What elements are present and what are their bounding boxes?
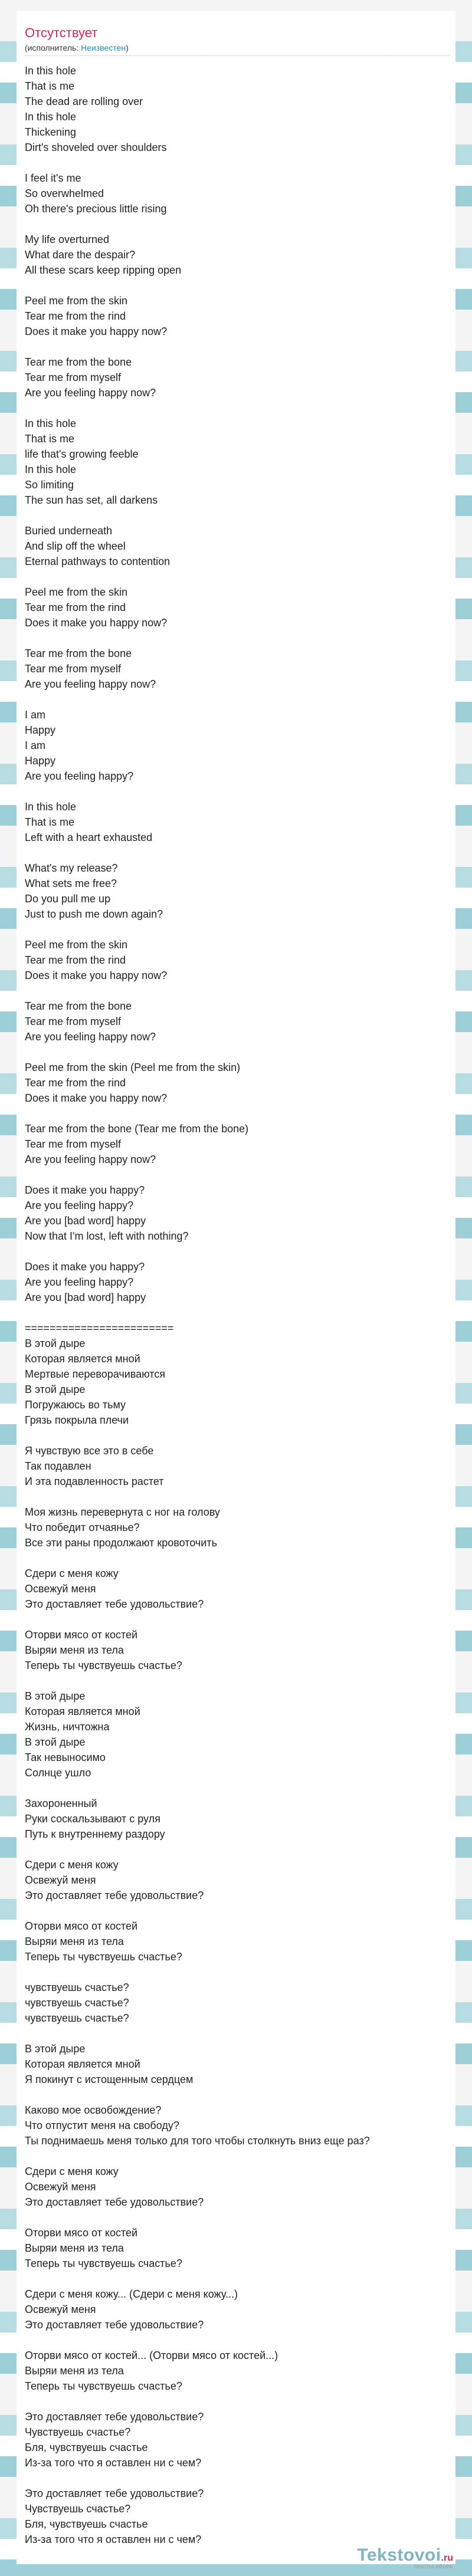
lyric-line: Does it make you happy now? [25, 617, 168, 629]
artist-link[interactable]: Неизвестен [81, 43, 126, 52]
lyric-line [25, 1167, 450, 1182]
lyric-line: Tear me from the rind [25, 954, 126, 966]
lyric-line: Путь к внутреннему раздору [25, 1828, 165, 1840]
lyric-line: Которая является мной [25, 2058, 140, 2070]
lyric-line: чувствуешь счастье? [25, 1997, 129, 2009]
lyric-line: Оторви мясо от костей [25, 1629, 138, 1641]
lyric-line: Чувствуешь счастье? [25, 2503, 131, 2515]
lyric-line [25, 400, 450, 416]
song-title: Отсутствует [25, 25, 98, 40]
lyric-line: Я покинут с истощенным сердцем [25, 2074, 194, 2085]
lyric-line: I feel it's me [25, 172, 81, 184]
lyric-line: Does it make you happy? [25, 1184, 145, 1196]
lyric-line: What dare the despair? [25, 249, 136, 261]
lyric-line [25, 2210, 450, 2225]
lyric-line: life that's growing feeble [25, 448, 139, 460]
lyric-line: В этой дыре [25, 1384, 86, 1395]
lyric-line [25, 1106, 450, 1121]
lyric-line: Чувствуешь счастье? [25, 2426, 131, 2438]
lyric-line: Теперь ты чувствуешь счастье? [25, 2258, 182, 2269]
lyric-line: Я чувствую все это в себе [25, 1445, 154, 1457]
lyric-line: What sets me free? [25, 878, 117, 889]
lyric-line: Left with a heart exhausted [25, 832, 153, 843]
lyric-line: Buried underneath [25, 525, 113, 537]
lyric-line: В этой дыре [25, 1690, 86, 1702]
lyric-line: Are you feeling happy now? [25, 1154, 156, 1165]
lyrics-text [25, 63, 450, 2547]
lyric-line: Это доставляет тебе удовольствие? [25, 1598, 204, 1610]
lyric-line: Does it make you happy now? [25, 1092, 168, 1104]
lyric-line: Are you feeling happy? [25, 770, 134, 782]
lyric-line: Happy [25, 724, 56, 736]
lyric-line [25, 1044, 450, 1060]
lyric-line: Does it make you happy now? [25, 970, 168, 981]
lyric-line: My life overturned [25, 234, 110, 245]
lyric-line: Tear me from the rind [25, 310, 126, 322]
lyric-line [25, 339, 450, 354]
lyric-line: Руки соскальзывают с руля [25, 1813, 160, 1825]
lyric-line: Happy [25, 755, 56, 767]
logo-subtitle: тексты песен [413, 2563, 453, 2570]
lyric-line: чувствуешь счастье? [25, 1982, 129, 1993]
lyric-line [25, 2026, 450, 2041]
lyric-line: Peel me from the skin [25, 939, 128, 951]
lyric-line [25, 1673, 450, 1688]
lyric-line: Выряи меня из тела [25, 1936, 124, 1947]
lyric-line: Are you feeling happy? [25, 1276, 134, 1288]
lyric-line [25, 1964, 450, 1980]
lyric-line [25, 630, 450, 646]
lyric-line: Сдери с меня кожу [25, 1859, 119, 1871]
lyric-line [25, 1842, 450, 1857]
lyric-line: In this hole [25, 418, 77, 429]
artist-prefix: (исполнитель: [25, 43, 81, 52]
lyric-line [25, 508, 450, 523]
lyric-line [25, 784, 450, 799]
lyric-line: So limiting [25, 479, 74, 491]
lyric-line: Это доставляет тебе удовольствие? [25, 2411, 204, 2423]
lyric-line: Это доставляет тебе удовольствие? [25, 1890, 204, 1901]
artist-line [25, 42, 450, 56]
site-logo[interactable] [357, 2545, 453, 2570]
lyric-line: Это доставляет тебе удовольствие? [25, 2196, 204, 2208]
lyric-line: All these scars keep ripping open [25, 264, 182, 276]
lyric-line: Tear me from myself [25, 1016, 122, 1027]
lyric-line: Освежуй меня [25, 1874, 96, 1886]
lyric-line: The dead are rolling over [25, 96, 143, 107]
logo-suffix: .ru [441, 2553, 453, 2563]
lyric-line: Оторви мясо от костей [25, 2227, 138, 2239]
lyric-line [25, 1550, 450, 1566]
lyric-line: Выряи меня из тела [25, 1644, 124, 1656]
lyric-line: В этой дыре [25, 1736, 86, 1748]
lyric-line: Does it make you happy? [25, 1261, 145, 1273]
lyric-line [25, 845, 450, 860]
lyric-line: Бля, чувствуешь счастье [25, 2518, 148, 2530]
lyric-line [25, 1780, 450, 1796]
lyric-line: Которая является мной [25, 1706, 140, 1717]
lyric-line: That is me [25, 80, 75, 92]
lyric-line: I am [25, 709, 46, 721]
lyric-line: Dirt's shoveled over shoulders [25, 142, 167, 153]
lyric-line: Так подавлен [25, 1460, 91, 1472]
lyric-line [25, 569, 450, 584]
lyric-line: Это доставляет тебе удовольствие? [25, 2488, 204, 2499]
lyric-line: I am [25, 740, 46, 751]
lyrics-page [17, 11, 455, 2564]
lyric-line: In this hole [25, 111, 77, 123]
lyric-line [25, 155, 450, 170]
lyric-line: And slip off the wheel [25, 540, 126, 552]
lyric-line: Peel me from the skin [25, 295, 128, 307]
lyric-line: Которая является мной [25, 1353, 140, 1365]
lyric-line: Сдери с меня кожу [25, 1568, 119, 1579]
lyric-line: Tear me from the bone (Tear me from the bone) [25, 1123, 249, 1135]
lyric-line: Теперь ты чувствуешь счастье? [25, 1660, 182, 1671]
lyric-line: Tear me from myself [25, 1138, 122, 1150]
lyric-line: Так невыносимо [25, 1752, 106, 1763]
lyric-line: Теперь ты чувствуешь счастье? [25, 1951, 182, 1963]
lyric-line: Грязь покрыла плечи [25, 1414, 129, 1426]
lyric-line: Does it make you happy now? [25, 326, 168, 337]
lyric-line: Thickening [25, 126, 77, 138]
lyric-line: Peel me from the skin (Peel me from the skin) [25, 1062, 241, 1073]
lyric-line: Oh there's precious little rising [25, 203, 167, 215]
lyric-line: Жизнь, ничтожна [25, 1721, 110, 1733]
lyric-line: Now that I'm lost, left with nothing? [25, 1230, 189, 1242]
lyric-line [25, 692, 450, 707]
lyric-line: Погружаюсь во тьму [25, 1399, 126, 1411]
lyric-line: Из-за того что я оставлен ни с чем? [25, 2457, 202, 2469]
lyric-line: Мертвые переворачиваются [25, 1368, 166, 1380]
lyric-line: Все эти раны продолжают кровоточить [25, 1537, 217, 1549]
lyric-line: What's my release? [25, 862, 118, 874]
lyric-line: Захороненный [25, 1798, 97, 1809]
lyric-line [25, 922, 450, 937]
lyric-line: That is me [25, 433, 75, 445]
lyric-line [25, 1244, 450, 1259]
lyric-line: In this hole [25, 801, 77, 813]
lyric-line [25, 2087, 450, 2102]
lyric-line: Моя жизнь перевернута с ног на голову [25, 1506, 220, 1518]
lyric-line: Tear me from myself [25, 372, 122, 383]
lyric-line: So overwhelmed [25, 188, 104, 199]
lyric-line: In this hole [25, 464, 77, 475]
lyric-line: Выряи меня из тела [25, 2242, 124, 2254]
lyric-line: The sun has set, all darkens [25, 494, 158, 506]
lyric-line: Выряи меня из тела [25, 2365, 124, 2377]
lyric-line [25, 1903, 450, 1918]
lyric-line: Из-за того что я оставлен ни с чем? [25, 2534, 202, 2545]
lyric-line [25, 1612, 450, 1627]
lyric-line: Оторви мясо от костей [25, 1920, 138, 1932]
lyric-line: В этой дыре [25, 1338, 86, 1349]
lyric-line: Сдери с меня кожу [25, 2166, 119, 2177]
lyric-line: Теперь ты чувствуешь счастье? [25, 2380, 182, 2392]
lyric-line: Are you feeling happy now? [25, 387, 156, 399]
lyric-line: Освежуй меня [25, 2304, 96, 2315]
lyric-line [25, 2332, 450, 2348]
lyric-line: Бля, чувствуешь счастье [25, 2442, 148, 2453]
lyric-line: Солнце ушло [25, 1767, 91, 1779]
lyric-line [25, 1489, 450, 1504]
logo-text: Tekstovoi [357, 2545, 441, 2565]
lyric-line: Tear me from the bone [25, 356, 132, 368]
lyric-line: ======================== [25, 1322, 174, 1334]
lyric-line: Peel me from the skin [25, 586, 128, 598]
lyric-line [25, 1428, 450, 1443]
lyric-line [25, 2394, 450, 2409]
lyric-line: Это доставляет тебе удовольствие? [25, 2319, 204, 2331]
lyric-line: Tear me from the rind [25, 1077, 126, 1089]
lyric-line: Оторви мясо от костей... (Оторви мясо от костей...) [25, 2350, 278, 2361]
lyric-line: Освежуй меня [25, 1583, 96, 1595]
lyric-line [25, 1305, 450, 1320]
lyric-line: Are you feeling happy now? [25, 678, 156, 690]
lyric-line: Are you [bad word] happy [25, 1215, 146, 1227]
lyric-line: Сдери с меня кожу... (Сдери с меня кожу...) [25, 2288, 238, 2300]
lyric-line: Are you feeling happy now? [25, 1031, 156, 1043]
lyric-line: That is me [25, 816, 75, 828]
lyric-line: Что победит отчаянье? [25, 1522, 140, 1533]
lyric-line [25, 2148, 450, 2164]
lyric-line: Are you feeling happy? [25, 1200, 134, 1211]
lyric-line: Tear me from the bone [25, 1000, 132, 1012]
lyric-line: Освежуй меня [25, 2181, 96, 2193]
lyric-line: В этой дыре [25, 2043, 86, 2055]
lyric-line [25, 278, 450, 293]
lyric-line [25, 216, 450, 232]
lyric-line [25, 983, 450, 998]
lyric-line: Каково мое освобождение? [25, 2104, 162, 2116]
lyric-line: Tear me from the rind [25, 602, 126, 613]
lyric-line: Что отпустит меня на свободу? [25, 2120, 179, 2131]
lyric-line: Tear me from the bone [25, 648, 132, 659]
lyric-line: Eternal pathways to contention [25, 556, 171, 567]
lyric-line: Tear me from myself [25, 663, 122, 675]
lyric-line [25, 2470, 450, 2486]
artist-suffix: ) [126, 43, 129, 52]
lyric-line: Just to push me down again? [25, 908, 163, 920]
lyric-line: чувствуешь счастье? [25, 2012, 129, 2024]
lyric-line: Ты поднимаешь меня только для того чтобы столкнуть вниз еще раз? [25, 2135, 370, 2147]
lyric-line: Do you pull me up [25, 893, 111, 905]
lyric-line: Are you [bad word] happy [25, 1292, 146, 1303]
lyric-line: И эта подавленность растет [25, 1476, 164, 1487]
lyric-line: In this hole [25, 65, 77, 77]
lyric-line [25, 2271, 450, 2286]
